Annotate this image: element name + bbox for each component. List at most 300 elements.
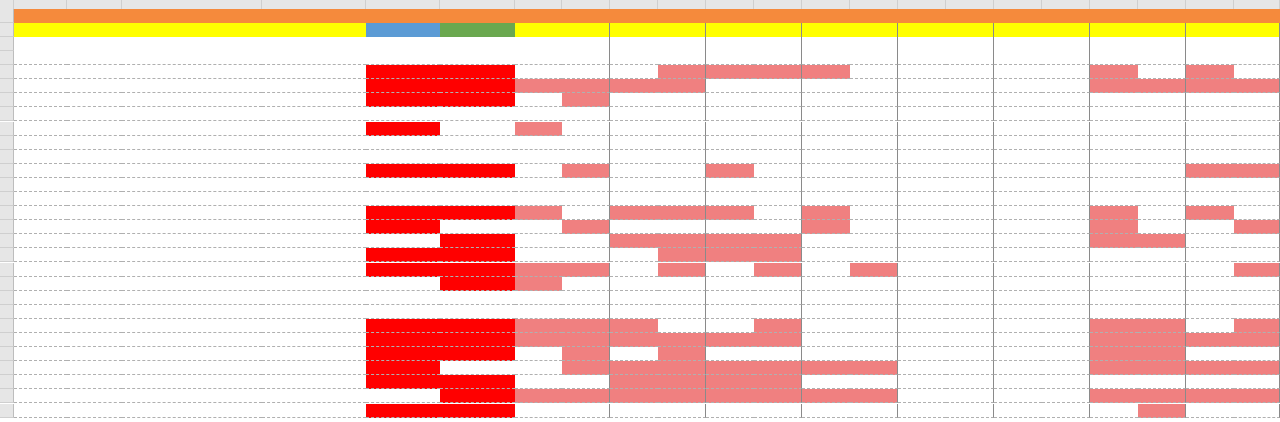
- entrada-time-cell[interactable]: [898, 375, 946, 389]
- nivel-cell[interactable]: [262, 192, 366, 206]
- salida-time-cell[interactable]: [1138, 136, 1186, 150]
- salida-time-cell[interactable]: [1042, 333, 1090, 347]
- salida-time-cell[interactable]: [946, 206, 994, 220]
- id-cell[interactable]: [14, 220, 67, 234]
- salida-time-cell[interactable]: [754, 277, 802, 291]
- id-cell[interactable]: [14, 206, 67, 220]
- salida-time-cell[interactable]: [1138, 206, 1186, 220]
- entrada-time-cell[interactable]: [610, 206, 658, 220]
- entrada-time-cell[interactable]: [898, 107, 946, 121]
- entrada-time-cell[interactable]: [802, 389, 850, 403]
- row-number[interactable]: [0, 404, 14, 418]
- entrada-time-cell[interactable]: [706, 136, 754, 150]
- id-cell[interactable]: [14, 51, 67, 65]
- employee-name-cell[interactable]: [122, 164, 262, 178]
- nivel-cell[interactable]: [262, 122, 366, 136]
- entrada-time-cell[interactable]: [706, 389, 754, 403]
- legajo-cell[interactable]: [67, 192, 122, 206]
- row-number[interactable]: [0, 164, 14, 178]
- legajo-cell[interactable]: [67, 220, 122, 234]
- salida-time-cell[interactable]: [658, 79, 706, 93]
- presentismo-cell[interactable]: [440, 107, 515, 121]
- entrada-time-cell[interactable]: [898, 347, 946, 361]
- salida-time-cell[interactable]: [850, 361, 898, 375]
- salida-time-cell[interactable]: [1234, 263, 1280, 277]
- entrada-time-cell[interactable]: [706, 51, 754, 65]
- entrada-time-cell[interactable]: [1186, 192, 1234, 206]
- entrada-time-cell[interactable]: [1186, 79, 1234, 93]
- entrada-time-cell[interactable]: [1186, 65, 1234, 79]
- presentismo-cell[interactable]: [440, 263, 515, 277]
- entrada-time-cell[interactable]: [515, 192, 562, 206]
- salida-time-cell[interactable]: [850, 404, 898, 418]
- salida-time-cell[interactable]: [1234, 305, 1280, 319]
- row-number[interactable]: [0, 305, 14, 319]
- entrada-time-cell[interactable]: [1186, 291, 1234, 305]
- salida-time-cell[interactable]: [850, 319, 898, 333]
- puntualidad-cell[interactable]: [366, 375, 440, 389]
- entrada-time-cell[interactable]: [610, 333, 658, 347]
- salida-time-cell[interactable]: [1138, 79, 1186, 93]
- salida-time-cell[interactable]: [562, 277, 610, 291]
- entrada-time-cell[interactable]: [1090, 220, 1138, 234]
- salida-time-cell[interactable]: [850, 220, 898, 234]
- column-header-E[interactable]: [366, 0, 440, 9]
- salida-time-cell[interactable]: [562, 178, 610, 192]
- entrada-time-cell[interactable]: [706, 65, 754, 79]
- row-number[interactable]: [0, 220, 14, 234]
- salida-time-cell[interactable]: [562, 361, 610, 375]
- day-header[interactable]: [610, 23, 706, 37]
- salida-time-cell[interactable]: [1138, 263, 1186, 277]
- puntualidad-cell[interactable]: [366, 122, 440, 136]
- entrada-time-cell[interactable]: [1090, 319, 1138, 333]
- column-header-Q[interactable]: [706, 0, 754, 9]
- entrada-time-cell[interactable]: [1186, 263, 1234, 277]
- header-fill-cell[interactable]: [1042, 9, 1090, 23]
- header-fill-cell[interactable]: [610, 9, 658, 23]
- salida-time-cell[interactable]: [1042, 51, 1090, 65]
- salida-time-cell[interactable]: [1042, 263, 1090, 277]
- salida-time-cell[interactable]: [946, 107, 994, 121]
- entrada-time-cell[interactable]: [802, 347, 850, 361]
- legajo-cell[interactable]: [67, 277, 122, 291]
- entrada-time-cell[interactable]: [994, 206, 1042, 220]
- legajo-cell[interactable]: [67, 361, 122, 375]
- entrada-time-cell[interactable]: [515, 319, 562, 333]
- entrada-time-cell[interactable]: [1186, 220, 1234, 234]
- entrada-time-cell[interactable]: [1090, 136, 1138, 150]
- row-number[interactable]: [0, 93, 14, 107]
- entrada-time-cell[interactable]: [610, 220, 658, 234]
- puntualidad-cell[interactable]: [366, 263, 440, 277]
- salida-time-cell[interactable]: [1138, 291, 1186, 305]
- salida-time-cell[interactable]: [946, 234, 994, 248]
- entrada-time-cell[interactable]: [802, 65, 850, 79]
- salida-time-cell[interactable]: [1138, 93, 1186, 107]
- salida-time-cell[interactable]: [562, 136, 610, 150]
- entrada-time-cell[interactable]: [994, 375, 1042, 389]
- entrada-time-cell[interactable]: [515, 263, 562, 277]
- legajo-cell[interactable]: [67, 178, 122, 192]
- salida-time-cell[interactable]: [1138, 65, 1186, 79]
- entrada-time-cell[interactable]: [1090, 277, 1138, 291]
- salida-time-cell[interactable]: [1042, 136, 1090, 150]
- salida-time-cell[interactable]: [754, 319, 802, 333]
- entrada-time-cell[interactable]: [515, 79, 562, 93]
- salida-time-cell[interactable]: [850, 178, 898, 192]
- entrada-time-cell[interactable]: [802, 291, 850, 305]
- entrada-time-cell[interactable]: [994, 136, 1042, 150]
- header-fill-cell[interactable]: [706, 9, 754, 23]
- column-header-Z[interactable]: [1138, 0, 1186, 9]
- puntualidad-cell[interactable]: [366, 277, 440, 291]
- entrada-time-cell[interactable]: [1186, 164, 1234, 178]
- nivel-cell[interactable]: [262, 389, 366, 403]
- entrada-time-cell[interactable]: [994, 79, 1042, 93]
- legajo-cell[interactable]: [67, 65, 122, 79]
- salida-time-cell[interactable]: [1042, 375, 1090, 389]
- salida-time-cell[interactable]: [1234, 122, 1280, 136]
- salida-time-cell[interactable]: [850, 234, 898, 248]
- puntualidad-cell[interactable]: [366, 178, 440, 192]
- entrada-time-cell[interactable]: [994, 107, 1042, 121]
- legajo-cell[interactable]: [67, 93, 122, 107]
- entrada-time-cell[interactable]: [515, 375, 562, 389]
- nivel-cell[interactable]: [262, 93, 366, 107]
- salida-time-cell[interactable]: [754, 150, 802, 164]
- salida-time-cell[interactable]: [1042, 389, 1090, 403]
- salida-time-cell[interactable]: [946, 136, 994, 150]
- column-header-M[interactable]: [515, 0, 562, 9]
- entrada-time-cell[interactable]: [610, 389, 658, 403]
- salida-time-cell[interactable]: [754, 51, 802, 65]
- entrada-time-cell[interactable]: [610, 319, 658, 333]
- salida-time-cell[interactable]: [1234, 319, 1280, 333]
- entrada-header[interactable]: [1186, 37, 1234, 51]
- day-header[interactable]: [706, 23, 802, 37]
- entrada-time-cell[interactable]: [802, 404, 850, 418]
- legajo-cell[interactable]: [67, 404, 122, 418]
- puntualidad-cell[interactable]: [366, 79, 440, 93]
- row-number[interactable]: [0, 361, 14, 375]
- puntualidad-cell[interactable]: [366, 333, 440, 347]
- header-fill-cell[interactable]: [658, 9, 706, 23]
- salida-time-cell[interactable]: [1042, 93, 1090, 107]
- entrada-time-cell[interactable]: [515, 65, 562, 79]
- legajo-cell[interactable]: [67, 375, 122, 389]
- entrada-time-cell[interactable]: [1186, 347, 1234, 361]
- puntualidad-cell[interactable]: [366, 248, 440, 262]
- salida-time-cell[interactable]: [1234, 93, 1280, 107]
- entrada-time-cell[interactable]: [994, 122, 1042, 136]
- puntualidad-cell[interactable]: [366, 234, 440, 248]
- employee-name-cell[interactable]: [122, 404, 262, 418]
- entrada-time-cell[interactable]: [898, 291, 946, 305]
- column-header-F[interactable]: [440, 0, 515, 9]
- entrada-time-cell[interactable]: [1186, 305, 1234, 319]
- salida-time-cell[interactable]: [754, 333, 802, 347]
- salida-time-cell[interactable]: [1042, 248, 1090, 262]
- salida-time-cell[interactable]: [658, 150, 706, 164]
- entrada-time-cell[interactable]: [610, 150, 658, 164]
- header-fill-cell[interactable]: [850, 9, 898, 23]
- employee-name-cell[interactable]: [122, 150, 262, 164]
- column-header-U[interactable]: [898, 0, 946, 9]
- id-cell[interactable]: [14, 277, 67, 291]
- id-cell[interactable]: [14, 136, 67, 150]
- salida-time-cell[interactable]: [754, 404, 802, 418]
- id-cell[interactable]: [14, 404, 67, 418]
- entrada-time-cell[interactable]: [802, 248, 850, 262]
- entrada-time-cell[interactable]: [994, 389, 1042, 403]
- entrada-header[interactable]: [515, 37, 562, 51]
- salida-time-cell[interactable]: [1138, 178, 1186, 192]
- header-fill-cell[interactable]: [754, 9, 802, 23]
- salida-time-cell[interactable]: [658, 248, 706, 262]
- salida-time-cell[interactable]: [1042, 65, 1090, 79]
- id-cell[interactable]: [14, 389, 67, 403]
- row-number[interactable]: [0, 65, 14, 79]
- legajo-cell[interactable]: [67, 79, 122, 93]
- column-header-R[interactable]: [754, 0, 802, 9]
- salida-time-cell[interactable]: [850, 389, 898, 403]
- salida-time-cell[interactable]: [1234, 361, 1280, 375]
- legajo-cell[interactable]: [67, 263, 122, 277]
- presentismo-cell[interactable]: [440, 375, 515, 389]
- salida-header[interactable]: [562, 37, 610, 51]
- entrada-time-cell[interactable]: [994, 248, 1042, 262]
- entrada-time-cell[interactable]: [1186, 107, 1234, 121]
- salida-time-cell[interactable]: [754, 263, 802, 277]
- presentismo-cell[interactable]: [440, 347, 515, 361]
- entrada-time-cell[interactable]: [802, 305, 850, 319]
- id-cell[interactable]: [14, 122, 67, 136]
- salida-time-cell[interactable]: [1138, 389, 1186, 403]
- column-header-X[interactable]: [1042, 0, 1090, 9]
- salida-time-cell[interactable]: [754, 206, 802, 220]
- presentismo-cell[interactable]: [440, 192, 515, 206]
- salida-time-cell[interactable]: [1138, 404, 1186, 418]
- row-number[interactable]: [0, 206, 14, 220]
- salida-header[interactable]: [1042, 37, 1090, 51]
- column-header-S[interactable]: [802, 0, 850, 9]
- salida-time-cell[interactable]: [562, 122, 610, 136]
- id-cell[interactable]: [14, 263, 67, 277]
- salida-time-cell[interactable]: [658, 389, 706, 403]
- entrada-time-cell[interactable]: [1090, 305, 1138, 319]
- entrada-time-cell[interactable]: [898, 136, 946, 150]
- presentismo-cell[interactable]: [440, 361, 515, 375]
- entrada-time-cell[interactable]: [515, 248, 562, 262]
- entrada-time-cell[interactable]: [802, 192, 850, 206]
- entrada-time-cell[interactable]: [1186, 333, 1234, 347]
- salida-time-cell[interactable]: [1234, 79, 1280, 93]
- entrada-time-cell[interactable]: [898, 192, 946, 206]
- row-number[interactable]: [0, 9, 14, 23]
- salida-header[interactable]: [1234, 37, 1280, 51]
- legajo-cell[interactable]: [67, 164, 122, 178]
- nivel-cell[interactable]: [262, 263, 366, 277]
- salida-time-cell[interactable]: [562, 389, 610, 403]
- entrada-time-cell[interactable]: [515, 291, 562, 305]
- entrada-time-cell[interactable]: [610, 234, 658, 248]
- salida-time-cell[interactable]: [1234, 206, 1280, 220]
- row-number[interactable]: [0, 319, 14, 333]
- salida-time-cell[interactable]: [1042, 319, 1090, 333]
- salida-time-cell[interactable]: [754, 93, 802, 107]
- salida-time-cell[interactable]: [1042, 164, 1090, 178]
- salida-time-cell[interactable]: [754, 234, 802, 248]
- entrada-time-cell[interactable]: [515, 206, 562, 220]
- entrada-time-cell[interactable]: [706, 263, 754, 277]
- entrada-time-cell[interactable]: [610, 107, 658, 121]
- presentismo-cell[interactable]: [440, 79, 515, 93]
- entrada-header[interactable]: [802, 37, 850, 51]
- salida-time-cell[interactable]: [946, 178, 994, 192]
- salida-time-cell[interactable]: [754, 65, 802, 79]
- salida-time-cell[interactable]: [562, 93, 610, 107]
- employee-name-cell[interactable]: [122, 277, 262, 291]
- id-cell[interactable]: [14, 347, 67, 361]
- entrada-time-cell[interactable]: [1090, 164, 1138, 178]
- entrada-time-cell[interactable]: [994, 234, 1042, 248]
- header-fill-cell[interactable]: [1234, 9, 1280, 23]
- entrada-time-cell[interactable]: [994, 65, 1042, 79]
- legajo-cell[interactable]: [67, 248, 122, 262]
- entrada-time-cell[interactable]: [802, 263, 850, 277]
- presentismo-cell[interactable]: [440, 305, 515, 319]
- entrada-time-cell[interactable]: [515, 150, 562, 164]
- entrada-time-cell[interactable]: [706, 361, 754, 375]
- entrada-time-cell[interactable]: [1186, 150, 1234, 164]
- salida-time-cell[interactable]: [1234, 234, 1280, 248]
- puntualidad-cell[interactable]: [366, 51, 440, 65]
- salida-time-cell[interactable]: [946, 404, 994, 418]
- entrada-time-cell[interactable]: [610, 263, 658, 277]
- salida-time-cell[interactable]: [562, 192, 610, 206]
- column-header-B[interactable]: [67, 0, 122, 9]
- entrada-time-cell[interactable]: [610, 277, 658, 291]
- entrada-time-cell[interactable]: [515, 234, 562, 248]
- entrada-time-cell[interactable]: [610, 305, 658, 319]
- salida-time-cell[interactable]: [658, 319, 706, 333]
- salida-time-cell[interactable]: [1138, 51, 1186, 65]
- entrada-time-cell[interactable]: [994, 319, 1042, 333]
- salida-time-cell[interactable]: [1042, 220, 1090, 234]
- entrada-time-cell[interactable]: [802, 79, 850, 93]
- period-end[interactable]: [440, 9, 515, 23]
- salida-time-cell[interactable]: [754, 291, 802, 305]
- salida-time-cell[interactable]: [658, 51, 706, 65]
- entrada-time-cell[interactable]: [706, 234, 754, 248]
- id-cell[interactable]: [14, 150, 67, 164]
- salida-time-cell[interactable]: [562, 319, 610, 333]
- entrada-time-cell[interactable]: [802, 136, 850, 150]
- row-number[interactable]: [0, 263, 14, 277]
- entrada-time-cell[interactable]: [1090, 107, 1138, 121]
- salida-time-cell[interactable]: [562, 347, 610, 361]
- select-all-corner[interactable]: [0, 0, 14, 9]
- employee-name-cell[interactable]: [122, 305, 262, 319]
- salida-time-cell[interactable]: [1042, 404, 1090, 418]
- entrada-time-cell[interactable]: [898, 150, 946, 164]
- entrada-time-cell[interactable]: [610, 404, 658, 418]
- entrada-time-cell[interactable]: [610, 291, 658, 305]
- entrada-time-cell[interactable]: [1186, 277, 1234, 291]
- salida-time-cell[interactable]: [1042, 178, 1090, 192]
- entrada-time-cell[interactable]: [802, 333, 850, 347]
- legajo-cell[interactable]: [67, 291, 122, 305]
- row-number[interactable]: [0, 23, 14, 37]
- entrada-time-cell[interactable]: [898, 79, 946, 93]
- entrada-header[interactable]: [610, 37, 658, 51]
- entrada-time-cell[interactable]: [898, 65, 946, 79]
- entrada-time-cell[interactable]: [1186, 248, 1234, 262]
- nivel-cell[interactable]: [262, 220, 366, 234]
- employee-name-cell[interactable]: [122, 389, 262, 403]
- employee-name-cell[interactable]: [122, 319, 262, 333]
- entrada-time-cell[interactable]: [1186, 234, 1234, 248]
- presentismo-cell[interactable]: [440, 389, 515, 403]
- legajo-cell[interactable]: [67, 319, 122, 333]
- presentismo-cell[interactable]: [440, 206, 515, 220]
- row-number[interactable]: [0, 37, 14, 51]
- presentismo-cell[interactable]: [440, 178, 515, 192]
- entrada-time-cell[interactable]: [515, 277, 562, 291]
- row-number[interactable]: [0, 375, 14, 389]
- entrada-time-cell[interactable]: [802, 206, 850, 220]
- employee-name-cell[interactable]: [122, 375, 262, 389]
- nivel-cell[interactable]: [262, 51, 366, 65]
- id-cell[interactable]: [14, 65, 67, 79]
- salida-time-cell[interactable]: [562, 164, 610, 178]
- entrada-time-cell[interactable]: [706, 404, 754, 418]
- entrada-time-cell[interactable]: [1186, 206, 1234, 220]
- salida-time-cell[interactable]: [658, 361, 706, 375]
- entrada-time-cell[interactable]: [515, 347, 562, 361]
- puntualidad-cell[interactable]: [366, 389, 440, 403]
- salida-time-cell[interactable]: [562, 375, 610, 389]
- salida-time-cell[interactable]: [658, 192, 706, 206]
- id-cell[interactable]: [14, 178, 67, 192]
- salida-time-cell[interactable]: [1042, 361, 1090, 375]
- salida-time-cell[interactable]: [1138, 220, 1186, 234]
- salida-time-cell[interactable]: [658, 93, 706, 107]
- row-number[interactable]: [0, 347, 14, 361]
- entrada-time-cell[interactable]: [802, 164, 850, 178]
- row-number[interactable]: [0, 389, 14, 403]
- salida-header[interactable]: [754, 37, 802, 51]
- salida-time-cell[interactable]: [946, 263, 994, 277]
- column-header-N[interactable]: [562, 0, 610, 9]
- legajo-cell[interactable]: [67, 206, 122, 220]
- puntualidad-pct-header[interactable]: [366, 37, 440, 51]
- salida-time-cell[interactable]: [1138, 107, 1186, 121]
- header-fill-cell[interactable]: [802, 9, 850, 23]
- salida-time-cell[interactable]: [1042, 107, 1090, 121]
- row-number[interactable]: [0, 136, 14, 150]
- puntualidad-cell[interactable]: [366, 305, 440, 319]
- entrada-time-cell[interactable]: [994, 291, 1042, 305]
- salida-time-cell[interactable]: [850, 347, 898, 361]
- entrada-time-cell[interactable]: [1090, 347, 1138, 361]
- salida-time-cell[interactable]: [562, 107, 610, 121]
- salida-time-cell[interactable]: [658, 164, 706, 178]
- salida-time-cell[interactable]: [1234, 389, 1280, 403]
- entrada-time-cell[interactable]: [1186, 404, 1234, 418]
- nivel-cell[interactable]: [262, 347, 366, 361]
